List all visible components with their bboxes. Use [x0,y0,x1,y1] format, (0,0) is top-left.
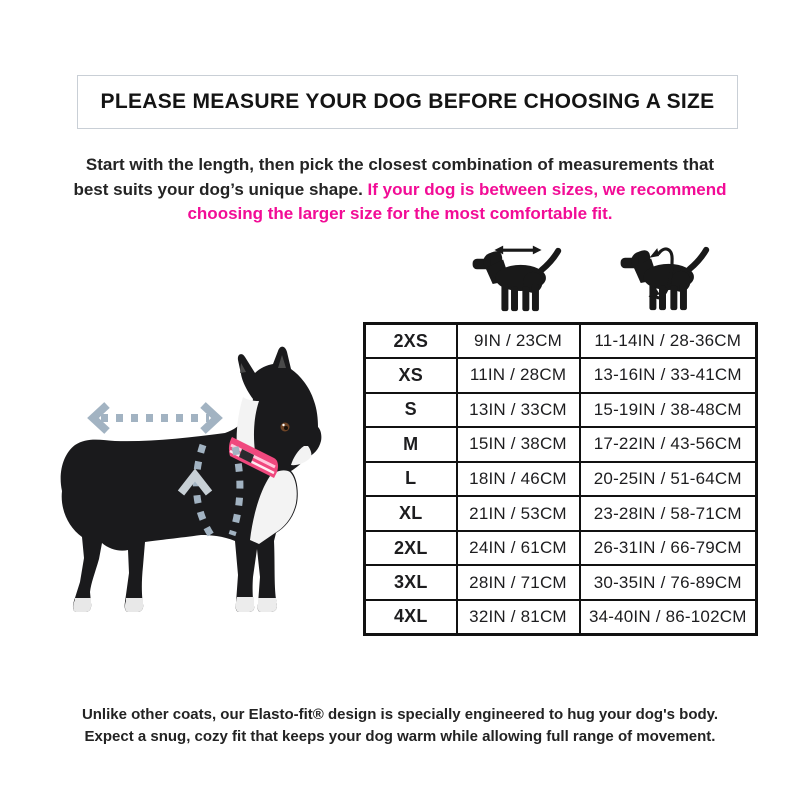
girth-cell: 26-31IN / 66-79CM [580,531,757,566]
table-row [365,427,757,462]
girth-cell: 11-14IN / 28-36CM [580,324,757,359]
length-cell: 9IN / 23CM [457,324,580,359]
girth-cell: 15-19IN / 38-48CM [580,393,757,428]
length-cell: 28IN / 71CM [457,565,580,600]
size-cell: S [365,393,457,428]
size-cell: L [365,462,457,497]
table-row [365,531,757,566]
intro-text [67,153,733,227]
table-row [365,496,757,531]
size-cell: XL [365,496,457,531]
size-cell: XS [365,358,457,393]
table-row [365,358,757,393]
paw [73,598,91,612]
intro-text-pink: If your dog is between sizes, we recommend choosing the larger size for the most comfortable fit. [187,179,727,223]
size-cell: M [365,427,457,462]
girth-cell: 30-35IN / 76-89CM [580,565,757,600]
length-cell: 32IN / 81CM [457,600,580,635]
dog-photo [45,345,355,635]
table-row [365,462,757,497]
length-cell: 18IN / 46CM [457,462,580,497]
paw [236,597,255,612]
size-cell: 2XL [365,531,457,566]
length-arrow [494,246,541,255]
footer-line-2: Expect a snug, cozy fit that keeps your dog warm while allowing full range of movement. [84,728,716,745]
length-cell: 13IN / 33CM [457,393,580,428]
length-cell: 24IN / 61CM [457,531,580,566]
size-cell: 3XL [365,565,457,600]
footer-note [60,704,740,748]
eye [281,423,290,432]
intro-text-black: Start with the length, then pick the closest combination of measurements that best suits your dog’s unique shape. [73,155,715,199]
length-cell: 15IN / 38CM [457,427,580,462]
table-row [365,600,757,635]
girth-cell: 13-16IN / 33-41CM [580,358,757,393]
dog-length-arrow-icon [470,243,566,319]
paw [125,598,143,612]
page-title: PLEASE MEASURE YOUR DOG BEFORE CHOOSING A SIZE [100,90,715,113]
girth-cell: 20-25IN / 51-64CM [580,462,757,497]
girth-cell: 34-40IN / 86-102CM [580,600,757,635]
size-table-body [365,324,757,635]
table-row [365,393,757,428]
footer-line-1: Unlike other coats, our Elasto-fit® design is specially engineered to hug your dog's body. [81,706,719,723]
length-measure-overlay [93,405,217,431]
paw [258,598,277,612]
table-row [365,565,757,600]
girth-cell: 17-22IN / 43-56CM [580,427,757,462]
girth-cell: 23-28IN / 58-71CM [580,496,757,531]
dog-girth-arrow-icon [618,241,714,319]
size-cell: 4XL [365,600,457,635]
header-box [77,75,738,129]
length-cell: 21IN / 53CM [457,496,580,531]
length-cell: 11IN / 28CM [457,358,580,393]
size-cell: 2XS [365,324,457,359]
size-table [363,322,758,636]
table-row [365,324,757,359]
